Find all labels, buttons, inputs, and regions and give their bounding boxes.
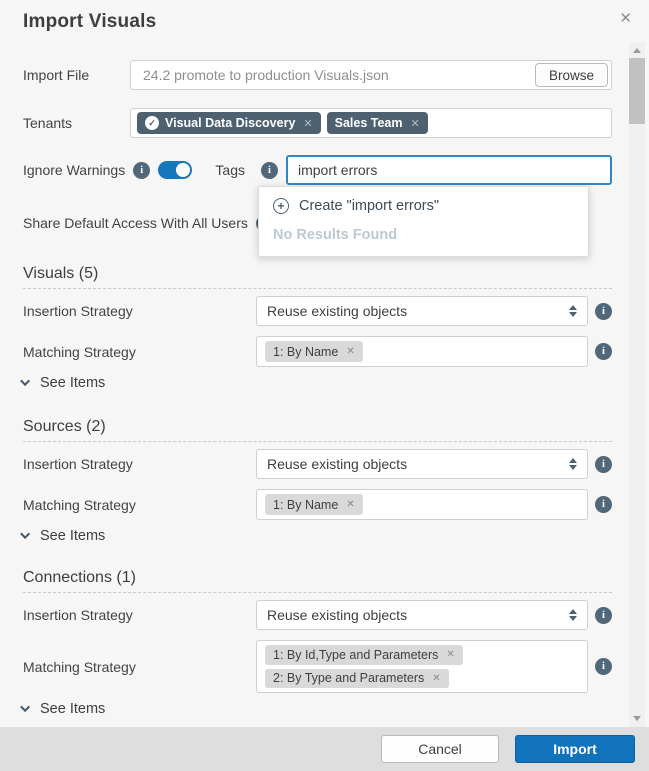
select-spinner-icon (569, 609, 577, 621)
matching-chip (265, 494, 363, 515)
see-items-toggle[interactable] (23, 374, 612, 391)
tags-label: Tags (215, 162, 245, 178)
tenants-label: Tenants (23, 115, 73, 131)
tags-group (215, 155, 612, 185)
remove-icon[interactable]: ✕ (346, 499, 355, 510)
remove-icon[interactable]: ✕ (432, 672, 441, 684)
see-items-label: See Items (40, 700, 106, 717)
info-icon[interactable]: i (595, 658, 612, 675)
insertion-strategy-select[interactable] (256, 600, 588, 630)
see-items-toggle[interactable] (23, 700, 612, 717)
insertion-strategy-row (23, 296, 612, 326)
chevron-down-icon (20, 702, 30, 712)
import-file-label: Import File (23, 67, 90, 83)
insertion-strategy-select[interactable] (256, 449, 588, 479)
select-spinner-icon (569, 458, 577, 470)
matching-strategy-input[interactable] (256, 640, 588, 693)
remove-icon[interactable]: ✕ (303, 117, 313, 130)
insertion-strategy-value: Reuse existing objects (267, 456, 408, 472)
matching-chip (265, 341, 363, 362)
close-icon[interactable]: ✕ (619, 10, 632, 27)
info-icon[interactable]: i (133, 162, 150, 179)
info-icon[interactable]: i (595, 607, 612, 624)
tenant-chip (137, 112, 321, 134)
browse-button[interactable]: Browse (535, 63, 608, 87)
remove-icon[interactable]: ✕ (346, 346, 355, 357)
ignore-warnings-row (23, 155, 612, 185)
scrollbar-thumb[interactable] (629, 58, 645, 124)
matching-strategy-row (23, 336, 612, 367)
tenant-chip (327, 112, 428, 134)
select-spinner-icon (569, 305, 577, 317)
tags-input[interactable] (286, 155, 612, 185)
see-items-label: See Items (40, 374, 106, 391)
import-button[interactable]: Import (515, 735, 635, 763)
vertical-scrollbar[interactable] (629, 42, 645, 727)
remove-icon[interactable]: ✕ (446, 649, 455, 661)
insertion-strategy-label: Insertion Strategy (23, 456, 133, 472)
info-icon[interactable]: i (595, 303, 612, 320)
insertion-strategy-label: Insertion Strategy (23, 303, 133, 319)
ignore-warnings-label: Ignore Warnings (23, 162, 126, 178)
cancel-button[interactable]: Cancel (381, 735, 499, 763)
info-icon[interactable]: i (595, 496, 612, 513)
matching-strategy-label: Matching Strategy (23, 343, 136, 360)
matching-strategy-row (23, 489, 612, 520)
insertion-strategy-value: Reuse existing objects (267, 607, 408, 623)
insertion-strategy-label: Insertion Strategy (23, 607, 133, 623)
section-title-visuals: Visuals (5) (23, 265, 612, 289)
import-file-row (23, 60, 612, 90)
see-items-toggle[interactable] (23, 527, 612, 544)
matching-strategy-input[interactable] (256, 336, 588, 367)
info-icon[interactable]: i (261, 162, 278, 179)
tags-dropdown (258, 186, 589, 257)
matching-chip (265, 645, 463, 665)
ignore-warnings-toggle[interactable] (158, 161, 192, 179)
toggle-knob (176, 163, 190, 177)
modal-body (0, 42, 649, 727)
modal-header (0, 0, 649, 42)
share-default-label: Share Default Access With All Users (23, 215, 248, 231)
tags-create-label: Create "import errors" (299, 198, 440, 214)
scroll-up-icon[interactable] (633, 48, 641, 53)
insertion-strategy-row (23, 449, 612, 479)
insertion-strategy-row (23, 600, 612, 630)
chevron-down-icon (20, 376, 30, 386)
section-title-sources: Sources (2) (23, 418, 612, 442)
insertion-strategy-value: Reuse existing objects (267, 303, 408, 319)
import-file-name: 24.2 promote to production Visuals.json (143, 67, 389, 83)
section-title-connections: Connections (1) (23, 569, 612, 593)
modal-footer (0, 727, 649, 771)
matching-chip-label: 2: By Type and Parameters (273, 671, 425, 686)
modal-title: Import Visuals (23, 11, 157, 32)
tags-create-option[interactable] (259, 187, 588, 223)
matching-strategy-label: Matching Strategy (23, 496, 136, 513)
see-items-label: See Items (40, 527, 106, 544)
scroll-down-icon[interactable] (633, 716, 641, 721)
insertion-strategy-select[interactable] (256, 296, 588, 326)
plus-circle-icon: + (273, 198, 289, 214)
matching-chip-label: 1: By Id,Type and Parameters (273, 647, 439, 662)
matching-chip (265, 669, 449, 689)
tenant-chip-label: Visual Data Discovery (165, 116, 296, 130)
info-icon[interactable]: i (595, 343, 612, 360)
matching-strategy-input[interactable] (256, 489, 588, 520)
matching-chip-label: 1: By Name (273, 344, 339, 359)
chevron-down-icon (20, 529, 30, 539)
tenants-input[interactable] (130, 108, 612, 138)
tags-no-results: No Results Found (273, 227, 398, 243)
matching-strategy-label: Matching Strategy (23, 658, 136, 675)
matching-chip-label: 1: By Name (273, 497, 339, 512)
matching-strategy-row (23, 640, 612, 693)
tenants-row (23, 108, 612, 138)
remove-icon[interactable]: ✕ (410, 117, 420, 130)
import-file-input[interactable] (130, 60, 612, 90)
tenant-chip-label: Sales Team (334, 116, 403, 130)
info-icon[interactable]: i (595, 456, 612, 473)
check-circle-icon: ✓ (145, 116, 159, 130)
